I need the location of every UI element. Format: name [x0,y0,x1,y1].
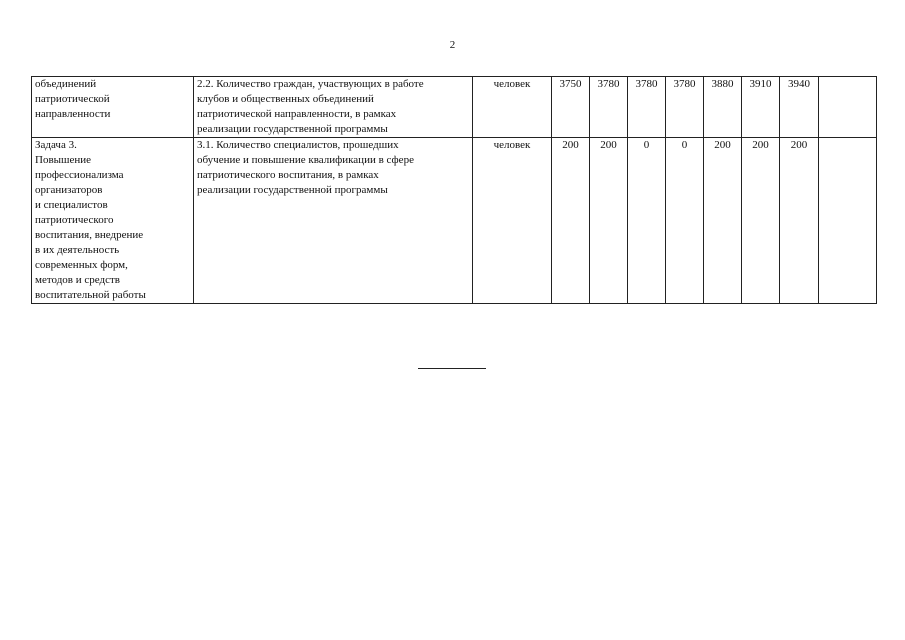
task-line: объединений [35,78,97,90]
indicator-line: реализации государственной программы [197,123,388,135]
value-cell: 0 [666,138,704,304]
value-cell: 3780 [590,77,628,138]
value-cell: 3910 [742,77,780,138]
task-line: организаторов [35,184,103,196]
task-line: Повышение [35,154,92,166]
task-line: патриотического [35,214,114,226]
task-line: методов и средств [35,274,120,286]
value-cell: 3780 [666,77,704,138]
unit-cell: человек [473,77,552,138]
task-line: в их деятельность [35,244,120,256]
task-cell [32,77,194,138]
value-cell: 200 [590,138,628,304]
value-cell: 200 [552,138,590,304]
value-cell: 200 [780,138,819,304]
empty-cell [819,138,877,304]
task-line: современных форм, [35,259,128,271]
task-cell [32,138,194,304]
task-line: патриотической [35,93,110,105]
indicators-table [31,76,877,304]
indicator-line: клубов и общественных объединений [197,93,374,105]
indicator-line: обучение и повышение квалификации в сфере [197,154,414,166]
table-row [32,77,877,138]
table-row [32,138,877,304]
indicator-line: реализации государственной программы [197,184,388,196]
task-line: направленности [35,108,111,120]
task-line: воспитания, внедрение [35,229,144,241]
value-cell: 3750 [552,77,590,138]
task-line: Задача 3. [35,139,77,151]
value-cell: 0 [628,138,666,304]
value-cell: 200 [742,138,780,304]
indicator-cell [194,138,473,304]
unit-cell: человек [473,138,552,304]
end-separator-line [418,368,486,369]
value-cell: 200 [704,138,742,304]
indicator-line: 3.1. Количество специалистов, прошедших [197,139,399,151]
page-number: 2 [449,39,456,51]
value-cell: 3880 [704,77,742,138]
value-cell: 3940 [780,77,819,138]
indicator-line: патриотической направленности, в рамках [197,108,397,120]
indicator-cell [194,77,473,138]
indicator-line: патриотического воспитания, в рамках [197,169,379,181]
task-line: профессионализма [35,169,124,181]
indicator-line: 2.2. Количество граждан, участвующих в работе [197,78,424,90]
task-line: воспитательной работы [35,289,146,301]
value-cell: 3780 [628,77,666,138]
task-line: и специалистов [35,199,108,211]
empty-cell [819,77,877,138]
